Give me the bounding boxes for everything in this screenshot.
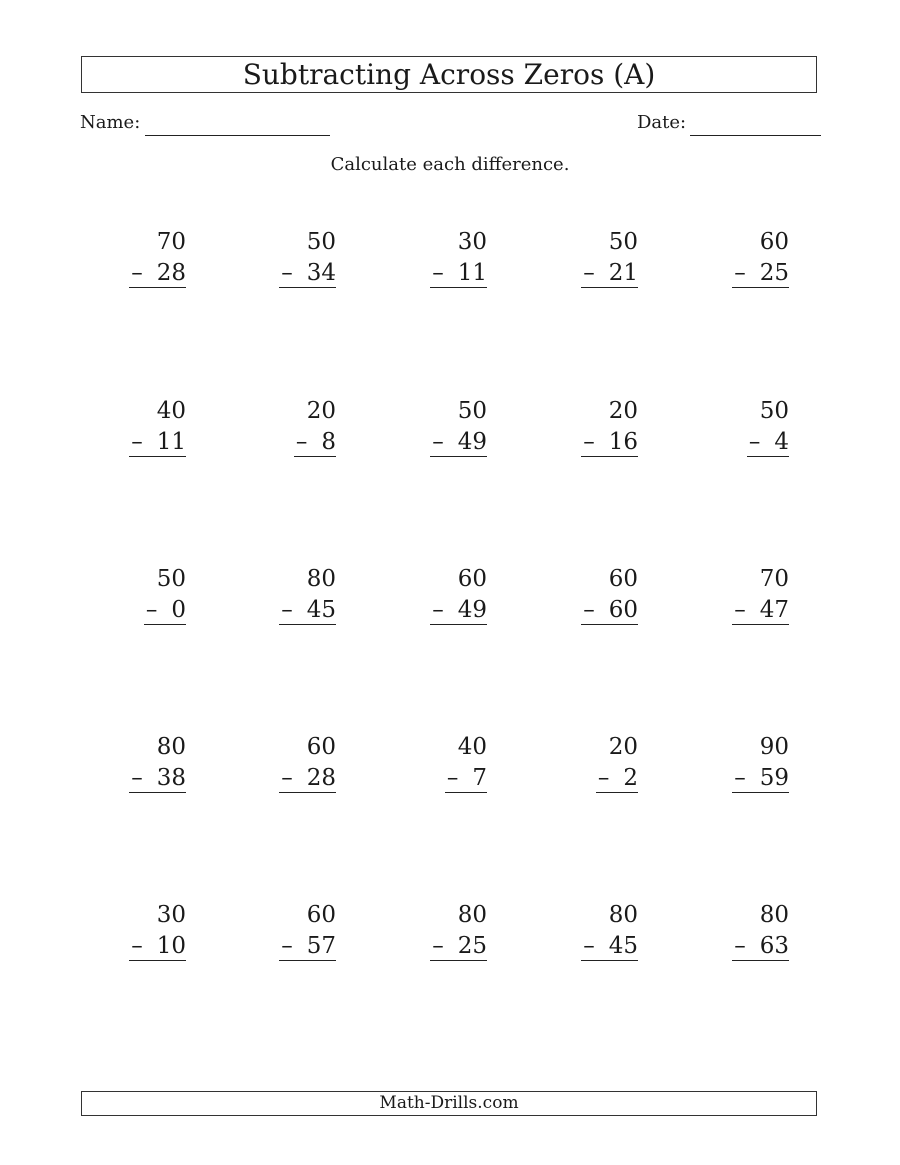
problem: [270, 397, 336, 467]
minus-sign: –: [131, 765, 143, 791]
minuend: 80: [608, 902, 638, 928]
minus-sign: –: [281, 597, 293, 623]
subtrahend: 59: [759, 765, 789, 791]
minus-sign: –: [281, 765, 293, 791]
minus-sign: –: [432, 933, 444, 959]
subtrahend-row: [581, 428, 638, 457]
problem: [723, 565, 789, 635]
problem: [723, 397, 789, 467]
problem: [120, 565, 186, 635]
subtrahend-row: [445, 764, 487, 793]
problem: [120, 733, 186, 803]
date-label: Date:: [637, 112, 687, 133]
subtrahend-row: [581, 596, 638, 625]
footer: Math-Drills.com: [81, 1091, 817, 1116]
subtrahend: 45: [608, 933, 638, 959]
subtrahend: 8: [321, 429, 336, 455]
subtrahend: 11: [156, 429, 186, 455]
minuend: 70: [156, 229, 186, 255]
subtrahend: 16: [608, 429, 638, 455]
problem: [270, 565, 336, 635]
minuend: 60: [306, 902, 336, 928]
minuend: 90: [759, 734, 789, 760]
minuend: 40: [156, 398, 186, 424]
subtrahend-row: [279, 932, 336, 961]
minus-sign: –: [734, 260, 746, 286]
problem: [723, 901, 789, 971]
minuend: 50: [608, 229, 638, 255]
subtrahend-row: [129, 932, 186, 961]
minuend: 50: [306, 229, 336, 255]
minuend: 40: [457, 734, 487, 760]
minuend: 70: [759, 566, 789, 592]
minus-sign: –: [281, 260, 293, 286]
name-field[interactable]: [145, 135, 330, 136]
minus-sign: –: [131, 260, 143, 286]
subtrahend: 49: [457, 429, 487, 455]
subtrahend: 47: [759, 597, 789, 623]
subtrahend: 38: [156, 765, 186, 791]
subtrahend: 28: [306, 765, 336, 791]
subtrahend-row: [430, 428, 487, 457]
minus-sign: –: [446, 765, 459, 791]
problem: [572, 733, 638, 803]
subtrahend: 10: [156, 933, 186, 959]
date-field[interactable]: [690, 135, 821, 136]
minuend: 80: [156, 734, 186, 760]
subtrahend-row: [732, 764, 789, 793]
minuend: 80: [759, 902, 789, 928]
minus-sign: –: [145, 597, 158, 623]
subtrahend: 63: [759, 933, 789, 959]
minuend: 20: [608, 734, 638, 760]
name-label: Name:: [80, 112, 141, 133]
subtrahend: 2: [623, 765, 638, 791]
subtrahend: 11: [457, 260, 487, 286]
minuend: 20: [306, 398, 336, 424]
problem: [120, 228, 186, 298]
subtrahend-row: [732, 259, 789, 288]
minus-sign: –: [131, 429, 143, 455]
minus-sign: –: [432, 260, 444, 286]
minus-sign: –: [583, 597, 595, 623]
subtrahend: 25: [457, 933, 487, 959]
subtrahend-row: [279, 596, 336, 625]
minus-sign: –: [295, 429, 308, 455]
instructions: Calculate each difference.: [330, 154, 570, 175]
problem: [421, 565, 487, 635]
worksheet-title: Subtracting Across Zeros (A): [81, 56, 817, 93]
problem: [572, 228, 638, 298]
minus-sign: –: [583, 429, 595, 455]
minus-sign: –: [281, 933, 293, 959]
subtrahend: 0: [171, 597, 186, 623]
subtrahend: 4: [774, 429, 789, 455]
subtrahend-row: [279, 259, 336, 288]
subtrahend-row: [732, 596, 789, 625]
problem: [421, 397, 487, 467]
problem: [421, 228, 487, 298]
subtrahend: 28: [156, 260, 186, 286]
subtrahend-row: [596, 764, 638, 793]
problem: [723, 228, 789, 298]
subtrahend-row: [430, 596, 487, 625]
minus-sign: –: [583, 260, 595, 286]
problem: [421, 901, 487, 971]
minus-sign: –: [734, 765, 746, 791]
subtrahend-row: [747, 428, 789, 457]
minus-sign: –: [432, 597, 444, 623]
problem: [572, 901, 638, 971]
subtrahend: 60: [608, 597, 638, 623]
minus-sign: –: [734, 933, 746, 959]
subtrahend-row: [581, 932, 638, 961]
minuend: 60: [457, 566, 487, 592]
problem: [723, 733, 789, 803]
minuend: 20: [608, 398, 638, 424]
subtrahend-row: [129, 428, 186, 457]
minuend: 60: [306, 734, 336, 760]
minus-sign: –: [131, 933, 143, 959]
subtrahend-row: [581, 259, 638, 288]
minuend: 80: [457, 902, 487, 928]
minuend: 50: [457, 398, 487, 424]
problem: [421, 733, 487, 803]
subtrahend: 25: [759, 260, 789, 286]
minus-sign: –: [432, 429, 444, 455]
minus-sign: –: [583, 933, 595, 959]
subtrahend: 45: [306, 597, 336, 623]
minuend: 60: [608, 566, 638, 592]
subtrahend-row: [430, 932, 487, 961]
subtrahend: 21: [608, 260, 638, 286]
subtrahend-row: [129, 259, 186, 288]
minus-sign: –: [597, 765, 610, 791]
problem: [572, 397, 638, 467]
subtrahend-row: [294, 428, 336, 457]
minus-sign: –: [734, 597, 746, 623]
subtrahend: 49: [457, 597, 487, 623]
subtrahend-row: [430, 259, 487, 288]
minuend: 50: [156, 566, 186, 592]
problem: [270, 901, 336, 971]
subtrahend: 7: [472, 765, 487, 791]
minus-sign: –: [748, 429, 761, 455]
subtrahend: 34: [306, 260, 336, 286]
problem: [120, 901, 186, 971]
problem: [270, 733, 336, 803]
minuend: 50: [759, 398, 789, 424]
subtrahend-row: [144, 596, 186, 625]
problem: [572, 565, 638, 635]
subtrahend-row: [129, 764, 186, 793]
problem: [270, 228, 336, 298]
subtrahend-row: [732, 932, 789, 961]
subtrahend: 57: [306, 933, 336, 959]
subtrahend-row: [279, 764, 336, 793]
minuend: 30: [457, 229, 487, 255]
minuend: 80: [306, 566, 336, 592]
minuend: 30: [156, 902, 186, 928]
minuend: 60: [759, 229, 789, 255]
problem: [120, 397, 186, 467]
